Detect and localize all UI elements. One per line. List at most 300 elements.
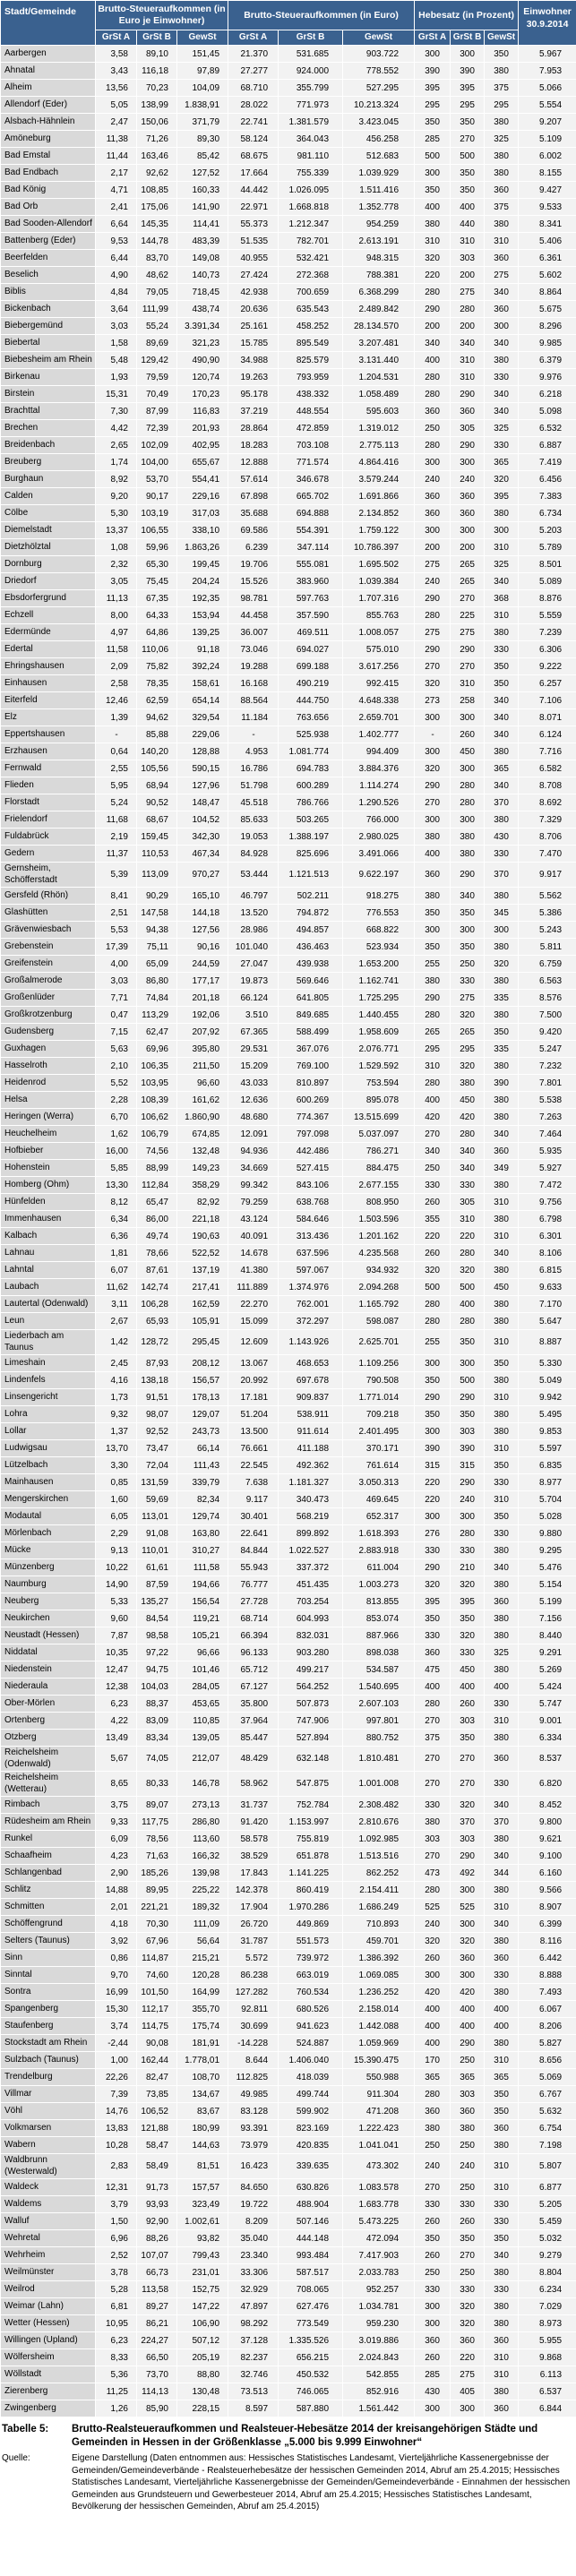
municipality-name: Gernsheim, Schöfferstadt — [1, 863, 96, 888]
hebesatz-gewst: 368 — [485, 590, 519, 607]
euro-gewst: 2.489.842 — [343, 301, 415, 318]
hebesatz-gewst: 380 — [485, 1627, 519, 1644]
table-row — [1, 2018, 576, 2035]
per-capita-grst-b: 59,69 — [137, 1491, 177, 1508]
hebesatz-grst-b: 350 — [451, 1730, 485, 1747]
per-capita-gewst: 111,43 — [177, 1457, 228, 1474]
euro-grst-b: 488.904 — [279, 2196, 343, 2213]
euro-grst-b: 1.212.347 — [279, 216, 343, 233]
hebesatz-grst-a: 260 — [415, 1950, 451, 1967]
euro-grst-b: 708.065 — [279, 2281, 343, 2298]
hebesatz-grst-a: 280 — [415, 1696, 451, 1713]
hebesatz-grst-b: 500 — [451, 1372, 485, 1389]
euro-gewst: 2.134.852 — [343, 505, 415, 522]
euro-gewst: 1.513.516 — [343, 1848, 415, 1865]
hebesatz-gewst: 330 — [485, 2213, 519, 2230]
per-capita-grst-a: 2,65 — [96, 437, 137, 454]
per-capita-grst-b: 106,28 — [137, 1296, 177, 1313]
per-capita-gewst: 718,45 — [177, 284, 228, 301]
einwohner-count: 9.291 — [519, 1644, 576, 1662]
per-capita-gewst: 56,64 — [177, 1933, 228, 1950]
einwohner-count: 7.106 — [519, 692, 576, 709]
table-row — [1, 1355, 576, 1372]
table-row — [1, 318, 576, 335]
euro-grst-b: 439.938 — [279, 956, 343, 973]
table-row — [1, 1194, 576, 1211]
einwohner-count: 8.876 — [519, 590, 576, 607]
einwohner-count: 5.089 — [519, 573, 576, 590]
table-row — [1, 1593, 576, 1610]
euro-gewst: 1.092.985 — [343, 1831, 415, 1848]
hebesatz-gewst: 340 — [485, 1916, 519, 1933]
einwohner-count: 5.675 — [519, 301, 576, 318]
table-row — [1, 1747, 576, 1772]
per-capita-grst-a: 7,15 — [96, 1024, 137, 1041]
per-capita-grst-b: 90,29 — [137, 888, 177, 905]
euro-gewst: 895.078 — [343, 1092, 415, 1109]
euro-grst-b: 444.148 — [279, 2230, 343, 2247]
euro-grst-b: 604.993 — [279, 1610, 343, 1627]
euro-grst-a: 91.420 — [228, 1814, 279, 1831]
table-row — [1, 1814, 576, 1831]
hebesatz-grst-b: 275 — [451, 284, 485, 301]
euro-grst-b: 1.381.579 — [279, 114, 343, 131]
per-capita-gewst: 111,09 — [177, 1916, 228, 1933]
municipality-name: Guxhagen — [1, 1041, 96, 1058]
euro-gewst: 1.759.122 — [343, 522, 415, 539]
municipality-name: Heidenrod — [1, 1075, 96, 1092]
einwohner-count: 5.538 — [519, 1092, 576, 1109]
hebesatz-grst-a: 300 — [415, 1967, 451, 1984]
euro-gewst: 813.855 — [343, 1593, 415, 1610]
per-capita-grst-a: 2,55 — [96, 760, 137, 777]
municipality-name: Lahntal — [1, 1262, 96, 1279]
hebesatz-grst-b: 303 — [451, 1423, 485, 1440]
euro-gewst: 542.855 — [343, 2366, 415, 2383]
per-capita-grst-a: 8,00 — [96, 607, 137, 624]
hebesatz-grst-b: 220 — [451, 1228, 485, 1245]
municipality-name: Glashütten — [1, 905, 96, 922]
euro-grst-b: 449.869 — [279, 1916, 343, 1933]
hebesatz-grst-b: 275 — [451, 990, 485, 1007]
euro-grst-a: 28.986 — [228, 922, 279, 939]
hebesatz-grst-a: 260 — [415, 2247, 451, 2264]
euro-grst-a: 49.985 — [228, 2086, 279, 2103]
hebesatz-grst-a: 320 — [415, 760, 451, 777]
per-capita-grst-a: 4,22 — [96, 1713, 137, 1730]
hebesatz-grst-b: 280 — [451, 1126, 485, 1143]
euro-grst-b: 347.114 — [279, 539, 343, 556]
per-capita-grst-a: 0,64 — [96, 743, 137, 760]
per-capita-grst-a: 5,36 — [96, 2366, 137, 2383]
euro-grst-b: 502.211 — [279, 888, 343, 905]
per-capita-grst-b: 162,44 — [137, 2052, 177, 2069]
einwohner-count: 9.222 — [519, 658, 576, 675]
euro-grst-a: 43.124 — [228, 1211, 279, 1228]
per-capita-gewst: 490,90 — [177, 352, 228, 369]
municipality-name: Laubach — [1, 1279, 96, 1296]
hebesatz-grst-a: 260 — [415, 1194, 451, 1211]
euro-grst-b: 1.388.197 — [279, 829, 343, 846]
table-row — [1, 905, 576, 922]
einwohner-count: 8.887 — [519, 1330, 576, 1355]
per-capita-gewst: 329,54 — [177, 709, 228, 726]
per-capita-grst-b: 88,99 — [137, 1160, 177, 1177]
table-row — [1, 488, 576, 505]
euro-grst-a: 38.529 — [228, 1848, 279, 1865]
table-row — [1, 267, 576, 284]
hebesatz-grst-a: 475 — [415, 1662, 451, 1679]
per-capita-grst-a: 1,50 — [96, 2213, 137, 2230]
per-capita-gewst: 111,58 — [177, 1559, 228, 1576]
einwohner-count: 6.887 — [519, 437, 576, 454]
municipality-name: Beerfelden — [1, 250, 96, 267]
euro-grst-a: 14.678 — [228, 1245, 279, 1262]
per-capita-grst-b: 75,82 — [137, 658, 177, 675]
einwohner-count: 8.440 — [519, 1627, 576, 1644]
per-capita-gewst: 371,79 — [177, 114, 228, 131]
hebesatz-gewst: 350 — [485, 2230, 519, 2247]
hebesatz-grst-b: 320 — [451, 1007, 485, 1024]
euro-grst-b: 442.486 — [279, 1143, 343, 1160]
euro-grst-b: 448.554 — [279, 403, 343, 420]
euro-grst-a: 16.786 — [228, 760, 279, 777]
per-capita-grst-b: 62,59 — [137, 692, 177, 709]
hebesatz-gewst: 360 — [485, 1593, 519, 1610]
euro-gewst: 2.401.495 — [343, 1423, 415, 1440]
einwohner-count: 9.942 — [519, 1389, 576, 1406]
municipality-name: Erzhausen — [1, 743, 96, 760]
einwohner-count: 8.071 — [519, 709, 576, 726]
hebesatz-gewst: 345 — [485, 905, 519, 922]
euro-gewst: 2.775.113 — [343, 437, 415, 454]
euro-grst-b: 547.875 — [279, 1772, 343, 1797]
per-capita-grst-b: 55,24 — [137, 318, 177, 335]
per-capita-gewst: 91,18 — [177, 641, 228, 658]
per-capita-gewst: 284,05 — [177, 1679, 228, 1696]
hebesatz-gewst: 310 — [485, 1899, 519, 1916]
hebesatz-gewst: 340 — [485, 573, 519, 590]
hebesatz-grst-b: 400 — [451, 2018, 485, 2035]
einwohner-count: 5.747 — [519, 1696, 576, 1713]
hebesatz-grst-a: 290 — [415, 641, 451, 658]
hebesatz-grst-b: 320 — [451, 1576, 485, 1593]
euro-grst-b: 769.100 — [279, 1058, 343, 1075]
euro-grst-b: 367.076 — [279, 1041, 343, 1058]
municipality-name: Vöhl — [1, 2103, 96, 2120]
euro-gewst: 3.207.481 — [343, 335, 415, 352]
einwohner-count: 5.069 — [519, 2069, 576, 2086]
euro-grst-b: 468.653 — [279, 1355, 343, 1372]
per-capita-grst-a: 6,36 — [96, 1228, 137, 1245]
euro-gewst: 808.950 — [343, 1194, 415, 1211]
euro-grst-b: 630.826 — [279, 2179, 343, 2196]
table-row — [1, 1423, 576, 1440]
table-row — [1, 2332, 576, 2349]
hebesatz-gewst: 370 — [485, 1814, 519, 1831]
per-capita-grst-b: 73,70 — [137, 2366, 177, 2383]
table-row — [1, 386, 576, 403]
euro-grst-a: 22.971 — [228, 199, 279, 216]
municipality-name: Edermünde — [1, 624, 96, 641]
per-capita-gewst: 105,21 — [177, 1627, 228, 1644]
per-capita-grst-a: 2,41 — [96, 199, 137, 216]
euro-grst-b: 503.265 — [279, 811, 343, 829]
per-capita-gewst: 139,25 — [177, 624, 228, 641]
euro-grst-b: 272.368 — [279, 267, 343, 284]
hebesatz-gewst: 380 — [485, 2383, 519, 2400]
euro-gewst: 952.257 — [343, 2281, 415, 2298]
table-row — [1, 437, 576, 454]
hebesatz-grst-b: 270 — [451, 658, 485, 675]
hebesatz-gewst: 380 — [485, 2315, 519, 2332]
hebesatz-grst-b: 405 — [451, 2383, 485, 2400]
per-capita-grst-a: 5,33 — [96, 1593, 137, 1610]
municipality-name: Weilrod — [1, 2281, 96, 2298]
hebesatz-grst-b: 260 — [451, 1696, 485, 1713]
per-capita-grst-b: 75,11 — [137, 939, 177, 956]
hebesatz-gewst: 340 — [485, 726, 519, 743]
table-row — [1, 199, 576, 216]
euro-gewst: 1.001.008 — [343, 1772, 415, 1797]
einwohner-count: 7.500 — [519, 1007, 576, 1024]
per-capita-gewst: 127,56 — [177, 922, 228, 939]
euro-gewst: 1.683.778 — [343, 2196, 415, 2213]
hebesatz-grst-a: 290 — [415, 301, 451, 318]
per-capita-grst-a: 7,30 — [96, 403, 137, 420]
euro-grst-a: 94.936 — [228, 1143, 279, 1160]
euro-grst-a: 101.040 — [228, 939, 279, 956]
per-capita-gewst: 228,15 — [177, 2400, 228, 2417]
euro-gewst: 2.980.025 — [343, 829, 415, 846]
euro-gewst: 3.884.376 — [343, 760, 415, 777]
table-row — [1, 2366, 576, 2383]
per-capita-grst-b: 135,27 — [137, 1593, 177, 1610]
per-capita-grst-a: 6,23 — [96, 1696, 137, 1713]
hebesatz-gewst: 400 — [485, 2001, 519, 2018]
per-capita-gewst: 147,22 — [177, 2298, 228, 2315]
euro-grst-b: 941.623 — [279, 2018, 343, 2035]
hebesatz-grst-a: 400 — [415, 1092, 451, 1109]
per-capita-grst-b: 140,20 — [137, 743, 177, 760]
table-row — [1, 2247, 576, 2264]
per-capita-grst-b: 83,34 — [137, 1730, 177, 1747]
per-capita-gewst: 310,27 — [177, 1542, 228, 1559]
table-number-label: Tabelle 5: — [2, 2424, 49, 2435]
per-capita-gewst: 221,18 — [177, 1211, 228, 1228]
hebesatz-grst-b: 290 — [451, 437, 485, 454]
table-row — [1, 403, 576, 420]
euro-grst-a: 112.825 — [228, 2069, 279, 2086]
municipality-name: Trendelburg — [1, 2069, 96, 2086]
euro-gewst: 1.561.442 — [343, 2400, 415, 2417]
hebesatz-gewst: 380 — [485, 743, 519, 760]
hebesatz-grst-a: 400 — [415, 846, 451, 863]
municipality-name: Homberg (Ohm) — [1, 1177, 96, 1194]
einwohner-count: 5.243 — [519, 922, 576, 939]
hebesatz-gewst: 380 — [485, 1211, 519, 1228]
hebesatz-grst-b: 350 — [451, 182, 485, 199]
euro-grst-b: 313.436 — [279, 1228, 343, 1245]
per-capita-grst-b: 92,90 — [137, 2213, 177, 2230]
einwohner-count: 6.759 — [519, 956, 576, 973]
per-capita-gewst: 453,65 — [177, 1696, 228, 1713]
municipality-name: Burghaun — [1, 471, 96, 488]
euro-gewst: 456.258 — [343, 131, 415, 148]
table-row — [1, 939, 576, 956]
hebesatz-grst-b: 225 — [451, 607, 485, 624]
euro-grst-a: 34.669 — [228, 1160, 279, 1177]
hebesatz-grst-a: 270 — [415, 658, 451, 675]
hebesatz-grst-a: 300 — [415, 811, 451, 829]
hebesatz-grst-b: 250 — [451, 2179, 485, 2196]
einwohner-count: 5.647 — [519, 1313, 576, 1330]
per-capita-grst-b: 117,75 — [137, 1814, 177, 1831]
euro-gewst: 3.423.045 — [343, 114, 415, 131]
hebesatz-grst-a: 300 — [415, 46, 451, 63]
municipality-name: Frielendorf — [1, 811, 96, 829]
municipality-name: Lahnau — [1, 1245, 96, 1262]
per-capita-gewst: 129,74 — [177, 1508, 228, 1525]
per-capita-grst-a: 2,47 — [96, 114, 137, 131]
per-capita-grst-a: 10,35 — [96, 1644, 137, 1662]
hebesatz-gewst: 365 — [485, 2069, 519, 2086]
hebesatz-grst-b: 240 — [451, 1491, 485, 1508]
einwohner-count: 5.028 — [519, 1508, 576, 1525]
per-capita-gewst: 1.860,90 — [177, 1109, 228, 1126]
hebesatz-gewst: 380 — [485, 624, 519, 641]
euro-gewst: 9.622.197 — [343, 863, 415, 888]
per-capita-grst-b: 113,09 — [137, 863, 177, 888]
einwohner-count: 7.493 — [519, 1984, 576, 2001]
hebesatz-gewst: 320 — [485, 471, 519, 488]
euro-gewst: 1.540.695 — [343, 1679, 415, 1696]
per-capita-grst-a: 8,12 — [96, 1194, 137, 1211]
hebesatz-grst-a: 250 — [415, 420, 451, 437]
euro-grst-a: 17.904 — [228, 1899, 279, 1916]
per-capita-gewst: 1.002,61 — [177, 2213, 228, 2230]
einwohner-count: 6.257 — [519, 675, 576, 692]
municipality-name: Birkenau — [1, 369, 96, 386]
table-row — [1, 641, 576, 658]
table-title: Brutto-Realsteueraufkommen und Realsteuer-Hebesätze 2014 der kreisangehörigen Städte und Gemeinden in Hessen in der Größenklasse „5.000 bis 9.999 Einwohner“ — [72, 2424, 538, 2449]
table-row — [1, 2315, 576, 2332]
hebesatz-gewst: 380 — [485, 1423, 519, 1440]
municipality-name: Wehretal — [1, 2230, 96, 2247]
hebesatz-gewst: 370 — [485, 863, 519, 888]
hebesatz-grst-a: 250 — [415, 2264, 451, 2281]
per-capita-grst-a: 22,26 — [96, 2069, 137, 2086]
municipality-name: Staufenberg — [1, 2018, 96, 2035]
per-capita-grst-b: 145,35 — [137, 216, 177, 233]
hebesatz-grst-b: 265 — [451, 556, 485, 573]
per-capita-grst-a: 8,41 — [96, 888, 137, 905]
table-row — [1, 675, 576, 692]
einwohner-count: 5.554 — [519, 97, 576, 114]
hebesatz-grst-b: 300 — [451, 454, 485, 471]
per-capita-grst-b: 98,07 — [137, 1406, 177, 1423]
per-capita-grst-a: 0,86 — [96, 1950, 137, 1967]
table-row — [1, 573, 576, 590]
euro-grst-b: 755.339 — [279, 165, 343, 182]
hebesatz-grst-a: 350 — [415, 1372, 451, 1389]
euro-gewst: 10.786.397 — [343, 539, 415, 556]
hebesatz-grst-a: 200 — [415, 318, 451, 335]
hebesatz-grst-a: 380 — [415, 829, 451, 846]
hebesatz-gewst: 310 — [485, 1491, 519, 1508]
subheader-gewst: GewSt — [485, 30, 519, 46]
per-capita-grst-b: 87,59 — [137, 1576, 177, 1593]
euro-grst-a: 47.897 — [228, 2298, 279, 2315]
source-text: Eigene Darstellung (Daten entnommen aus: Hessisches Statistisches Landesamt, Vierteljährliche Kassenergebnisse der Gemeinden/Gemeindeverbände - Realsteuerhebesätze der hessischen Gemeinden 2014, Abruf am 25.4.2015; Hessisches Statistisches Landesamt, Vierteljährliche Kassenergebnisse der Gemeinden/Gemeindeverbände - Einnahmen der hessischen Gemeinden aus Grundsteuern und Gewerbesteuer 2014, Abruf am 25.4.2015; Hessisches Statistisches Landesamt, Bevölkerung der hessischen Gemeinden, Abruf am 25.4.2015) — [72, 2453, 571, 2512]
per-capita-grst-b: 67,35 — [137, 590, 177, 607]
per-capita-gewst: 144,18 — [177, 905, 228, 922]
euro-gewst: 598.087 — [343, 1313, 415, 1330]
hebesatz-grst-a: 320 — [415, 1576, 451, 1593]
euro-grst-a: 51.798 — [228, 777, 279, 794]
per-capita-gewst: 199,45 — [177, 556, 228, 573]
hebesatz-grst-b: 525 — [451, 1899, 485, 1916]
hebesatz-grst-b: 270 — [451, 1772, 485, 1797]
euro-gewst: 1.204.531 — [343, 369, 415, 386]
euro-grst-a: 32.746 — [228, 2366, 279, 2383]
table-row — [1, 335, 576, 352]
hebesatz-grst-a: 350 — [415, 2230, 451, 2247]
per-capita-grst-a: -2,44 — [96, 2035, 137, 2052]
einwohner-count: 7.239 — [519, 624, 576, 641]
municipality-name: Liederbach am Taunus — [1, 1330, 96, 1355]
hebesatz-grst-a: 350 — [415, 905, 451, 922]
municipality-name: Ludwigsau — [1, 1440, 96, 1457]
per-capita-grst-a: 6,34 — [96, 1211, 137, 1228]
euro-grst-b: 739.972 — [279, 1950, 343, 1967]
euro-grst-a: 25.161 — [228, 318, 279, 335]
euro-grst-a: 35.800 — [228, 1696, 279, 1713]
hebesatz-grst-b: 270 — [451, 131, 485, 148]
euro-grst-b: 680.526 — [279, 2001, 343, 2018]
per-capita-grst-a: 1,62 — [96, 1126, 137, 1143]
hebesatz-grst-b: 300 — [451, 46, 485, 63]
per-capita-gewst: 190,63 — [177, 1228, 228, 1245]
column-group-steueraufkommen-je-einwohner: Brutto-Steueraufkommen (in Euro je Einwohner) — [96, 1, 228, 30]
municipality-name: Hofbieber — [1, 1143, 96, 1160]
hebesatz-gewst: 360 — [485, 1950, 519, 1967]
hebesatz-grst-a: 290 — [415, 777, 451, 794]
euro-grst-b: 527.894 — [279, 1730, 343, 1747]
hebesatz-gewst: 370 — [485, 794, 519, 811]
per-capita-grst-a: 5,48 — [96, 352, 137, 369]
per-capita-grst-b: 70,49 — [137, 386, 177, 403]
per-capita-grst-a: 14,76 — [96, 2103, 137, 2120]
per-capita-grst-b: 74,56 — [137, 1143, 177, 1160]
euro-grst-a: 41.380 — [228, 1262, 279, 1279]
hebesatz-gewst: 380 — [485, 1372, 519, 1389]
table-row — [1, 1950, 576, 1967]
hebesatz-gewst: 344 — [485, 1865, 519, 1882]
hebesatz-grst-a: 300 — [415, 522, 451, 539]
euro-grst-b: 981.110 — [279, 148, 343, 165]
euro-grst-b: 418.039 — [279, 2069, 343, 2086]
einwohner-count: 5.459 — [519, 2213, 576, 2230]
table-row — [1, 522, 576, 539]
municipality-name: Waldems — [1, 2196, 96, 2213]
municipality-name: Villmar — [1, 2086, 96, 2103]
euro-grst-b: 1.668.818 — [279, 199, 343, 216]
euro-grst-b: 499.744 — [279, 2086, 343, 2103]
hebesatz-grst-b: 350 — [451, 1610, 485, 1627]
table-row — [1, 1160, 576, 1177]
einwohner-count: 6.582 — [519, 760, 576, 777]
